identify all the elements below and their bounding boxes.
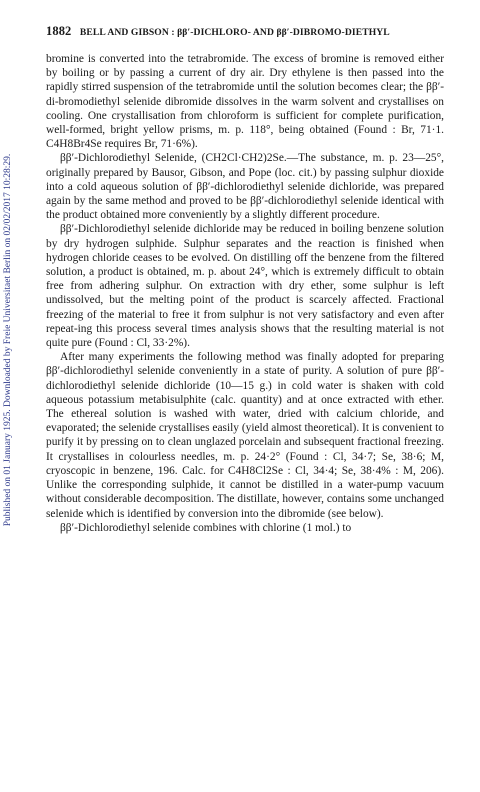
paragraph: ββ′-Dichlorodiethyl Selenide, (CH2Cl·CH2)2Se.—The substance, m. p. 23—25°, originally prepared by Bausor, Gibson, and Pope (loc. cit.) by passing sulphur dioxide into a cold aqueous solution of ββ′-dichlorodiethyl selenide dichloride, was prepared again by the same method and proved to be ββ′-dichlorodiethyl selenide identical with the product obtained more conveniently by a slightly different procedure.: [46, 152, 444, 222]
paragraph: bromine is converted into the tetrabromide. The excess of bromine is removed either by boiling or by passing a current of dry air. Dry ethylene is then passed into the rapidly stirred suspension of the tetrabromide until the solution becomes clear; the ββ′-di-bromodiethyl selenide dibromide dissolves in the warm solvent and crystallises on cooling. One crystallisation from chloroform is sufficient for complete purification, well-formed, bright yellow prisms, m. p. 118°, being obtained (Found : Br, 71·1. C4H8Br4Se requires Br, 71·6%).: [46, 53, 444, 151]
download-watermark: [0, 60, 16, 620]
paragraph: ββ′-Dichlorodiethyl selenide combines with chlorine (1 mol.) to: [60, 521, 352, 534]
page-number: 1882: [46, 24, 72, 38]
download-notice: Published on 01 January 1925. Downloaded by Freie Universitaet Berlin on 02/02/2017 10:28:29.: [3, 153, 13, 527]
article-body: [46, 52, 444, 535]
running-title: BELL AND GIBSON : ββ′-DICHLORO- AND ββ′-DIBROMO-DIETHYL: [79, 27, 390, 38]
paragraph: After many experiments the following method was finally adopted for preparing ββ′-dichlorodiethyl selenide conveniently in a state of purity. A solution of pure ββ′-dichlorodiethyl selenide dichloride (10—15 g.) in cold water is shaken with cold aqueous potassium metabisulphite (calc. quantity) and at once extracted with ether. The ethereal solution is washed with water, dried with calcium chloride, and evaporated; the selenide crystallises easily (yield almost theoretical). It is convenient to purify it by pressing on to clean unglazed porcelain and subsequent fractional freezing. It crystallises in colourless needles, m. p. 24·2° (Found : Cl, 34·7; Se, 38·6; M, cryoscopic in benzene, 196. Calc. for C4H8Cl2Se : Cl, 34·4; Se, 38·4% : M, 206). Unlike the corresponding sulphide, it cannot be distilled in a water-pump vacuum without considerable decomposition. The distillate, however, contains some unchanged selenide which is identified by conversion into the dibromide (see below).: [46, 351, 444, 520]
paragraph: ββ′-Dichlorodiethyl selenide dichloride may be reduced in boiling benzene solution by dry hydrogen sulphide. Sulphur separates and the reaction is finished when hydrogen chloride ceases to be evolved. On distilling off the benzene from the filtered solution, a product is obtained, m. p. about 24°, which is extremely difficult to obtain free from adhering sulphur. On extraction with dry ether, some sulphur is left undissolved, but the melting point of the product is scarcely affected. Fractional freezing of the material to free it from sulphur is not very satisfactory and even after repeat-ing this process several times analysis shows that the resulting material is not quite pure (Found : Cl, 33·2%).: [46, 223, 444, 350]
running-header: [46, 24, 446, 39]
